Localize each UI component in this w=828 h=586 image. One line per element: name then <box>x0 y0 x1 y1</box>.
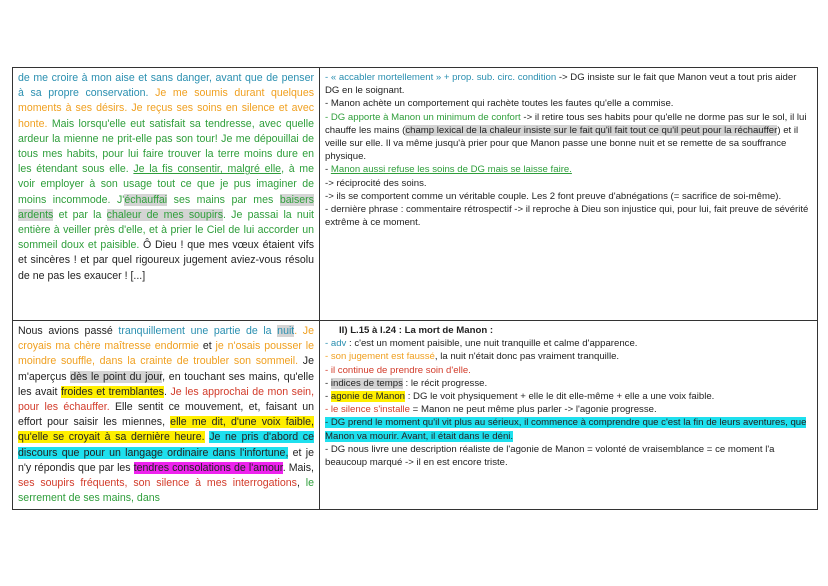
text-segment: - DG apporte à Manon un minimum de confort <box>325 111 521 123</box>
text-segment: - dernière phrase : commentaire rétrospectif -> il reproche à Dieu son injustice qui, pour lui, fait preuve de sévérité extrême à ce moment. <box>325 204 809 229</box>
excerpt-text-2 <box>18 324 314 506</box>
table-row <box>13 68 818 321</box>
commentary-line <box>325 71 812 97</box>
text-segment: Je les approchai de mon sein, pour les échauffer. <box>18 385 315 414</box>
text-segment: -> réciprocité des soins. <box>325 177 427 189</box>
text-segment: Nous avions passé <box>18 325 119 337</box>
text-segment: . Je croyais ma chère maîtresse endormie <box>18 325 314 353</box>
text-segment: Je me soumis durant quelques moments à ses désirs. <box>18 87 315 115</box>
commentary-cell-1 <box>320 68 818 321</box>
text-segment: , <box>296 477 306 490</box>
text-segment: - « accabler mortellement » + prop. sub. circ. condition <box>325 72 557 83</box>
text-segment: tendres consolations de l'amour <box>133 461 283 474</box>
text-segment: indices de temps <box>330 377 403 389</box>
text-segment: = Manon ne peut même plus parler -> l'agonie progresse. <box>410 404 657 416</box>
commentary-line <box>325 190 812 203</box>
text-segment: : c'est un moment paisible, une nuit tranquille et calme d'apparence. <box>346 338 638 350</box>
text-segment: - son jugement est faussé <box>325 351 435 363</box>
commentary-line <box>325 337 812 350</box>
commentary-line <box>325 443 812 469</box>
text-segment: Je reçus ses soins en silence et avec honte. <box>18 102 315 130</box>
text-segment: dès le point du jour <box>70 370 163 383</box>
text-segment: - Manon achète un comportement qui rachète toutes les fautes qu'elle a commise. <box>325 98 674 110</box>
excerpt-cell-1 <box>13 68 320 321</box>
text-segment: - <box>325 164 331 176</box>
commentary-line <box>325 377 812 390</box>
text-segment: et <box>198 340 216 353</box>
text-segment: baisers ardents <box>18 193 314 221</box>
commentary-line <box>325 390 812 403</box>
text-segment: ses soupirs fréquents, son silence à mes interrogations <box>18 477 297 490</box>
text-segment: Je la fis consentir, malgré elle <box>133 163 282 176</box>
analysis-table <box>12 67 818 510</box>
text-segment: ) et il veille sur elle. Il va même jusqu'à prier pour que Manon passe une bonne nuit et se remette de sa souffrance physique. <box>325 124 799 163</box>
text-segment: Ô Dieu ! que mes vœux étaient vifs et sincères ! et par quel rigoureux jugement aviez-vous résolu de ne pas les exaucer ! [...] <box>18 239 314 282</box>
excerpt-cell-2 <box>13 321 320 510</box>
text-segment: et je n'y répondis que par les <box>18 446 315 474</box>
commentary-text-2 <box>325 337 812 469</box>
text-segment: champ lexical de la chaleur insiste sur le fait qu'il fait tout ce qu'il peut pour la réchauffer <box>405 124 778 136</box>
text-segment: nuit <box>277 325 295 337</box>
text-segment: . Je passai la nuit entière à veiller près d'elle, et à prier le Ciel de lui accorder un sommeil doux et paisible. <box>18 208 314 252</box>
text-segment: Manon aussi refuse les soins de DG mais se laisse faire. <box>330 164 572 176</box>
commentary-line <box>325 163 812 176</box>
text-segment: Mais lorsqu'elle eut satisfait sa tendresse, avec quelle ardeur la mienne ne prit-elle pas son tour! Je me dépouillai de tous mes habits, pour lui faire trouver la terre moins dure en les étendant sous elle. <box>18 117 314 176</box>
commentary-cell-2 <box>320 321 818 510</box>
text-segment: de me croire à mon aise et sans danger, avant que de penser à sa propre conservation. <box>18 72 314 100</box>
commentary-line <box>325 203 812 229</box>
text-segment: -> ils se comportent comme un véritable couple. Les 2 font preuve d'abnégations (= sacrifice de soi-même). <box>325 190 782 202</box>
text-segment: : le récit progresse. <box>402 377 488 389</box>
text-segment: tranquillement une partie de la <box>118 325 278 337</box>
text-segment: - <box>325 391 331 403</box>
text-segment: Elle sentit ce mouvement, et, faisant un effort pour saisir les miennes, <box>18 401 315 429</box>
text-segment: - DG prend le moment qu'il vit plus au sérieux, il commence à comprendre que c'est la fin de leurs aventures, que Manon va mourir. Avant, il était dans le déni. <box>325 417 807 442</box>
text-segment: : DG le voit physiquement + elle le dit elle-même + elle a une voix faible. <box>405 391 715 403</box>
text-segment: - il continue de prendre soin d'elle. <box>325 364 471 376</box>
text-segment: , en touchant ses mains, qu'elle les avait <box>18 370 314 398</box>
text-segment: , à me voir employer à son usage tout ce que je pus imaginer de moins incommode. J' <box>18 163 315 206</box>
text-segment: , la nuit n'était donc pas vraiment tranquille. <box>434 351 620 363</box>
commentary-line <box>325 350 812 363</box>
text-segment: . <box>163 385 171 398</box>
text-segment: chaleur de mes soupirs <box>106 208 224 221</box>
text-segment: . Mais, <box>282 461 314 474</box>
text-segment: le serrement de ses mains, dans <box>18 477 314 505</box>
commentary-line <box>325 403 812 416</box>
excerpt-text-1 <box>18 71 314 284</box>
commentary-line <box>325 111 812 164</box>
text-segment: - adv <box>325 338 347 350</box>
section-title <box>325 324 812 337</box>
text-segment: je n'osais pousser le moindre souffle, dans la crainte de troubler son sommeil. <box>18 340 314 368</box>
text-segment: - le silence s'installe <box>325 404 411 416</box>
text-segment: Je ne pris d'abord ce discours que pour un langage ordinaire dans l'infortune, <box>18 431 314 459</box>
text-segment: froides et tremblantes <box>60 385 164 398</box>
text-segment: et par la <box>53 208 107 221</box>
table-row <box>13 321 818 510</box>
text-segment: agonie de Manon <box>330 391 406 403</box>
text-segment: - DG nous livre une description réaliste de l'agonie de Manon = volonté de vraisemblance = ce moment l'a beaucoup marqué -> il en est encore triste. <box>325 443 775 469</box>
text-segment: -> DG insiste sur le fait que Manon veut a tout pris aider DG en le soignant. <box>325 72 797 97</box>
commentary-line <box>325 177 812 190</box>
text-segment: elle me dit, d'une voix faible, qu'elle se croyait à sa dernière heure. <box>18 416 314 444</box>
commentary-line <box>325 416 812 442</box>
text-segment: échauffai <box>124 193 168 206</box>
section-title-text: II) L.15 à l.24 : La mort de Manon : <box>339 325 494 336</box>
text-segment: - <box>325 377 331 389</box>
text-segment: ses mains par mes <box>167 193 280 206</box>
commentary-line <box>325 364 812 377</box>
commentary-text-1 <box>325 71 812 229</box>
text-segment: Je m'aperçus <box>18 355 314 383</box>
text-segment: -> il retire tous ses habits pour qu'elle ne dorme pas sur le sol, il lui chauffe les mains ( <box>325 111 807 136</box>
commentary-line <box>325 97 812 110</box>
